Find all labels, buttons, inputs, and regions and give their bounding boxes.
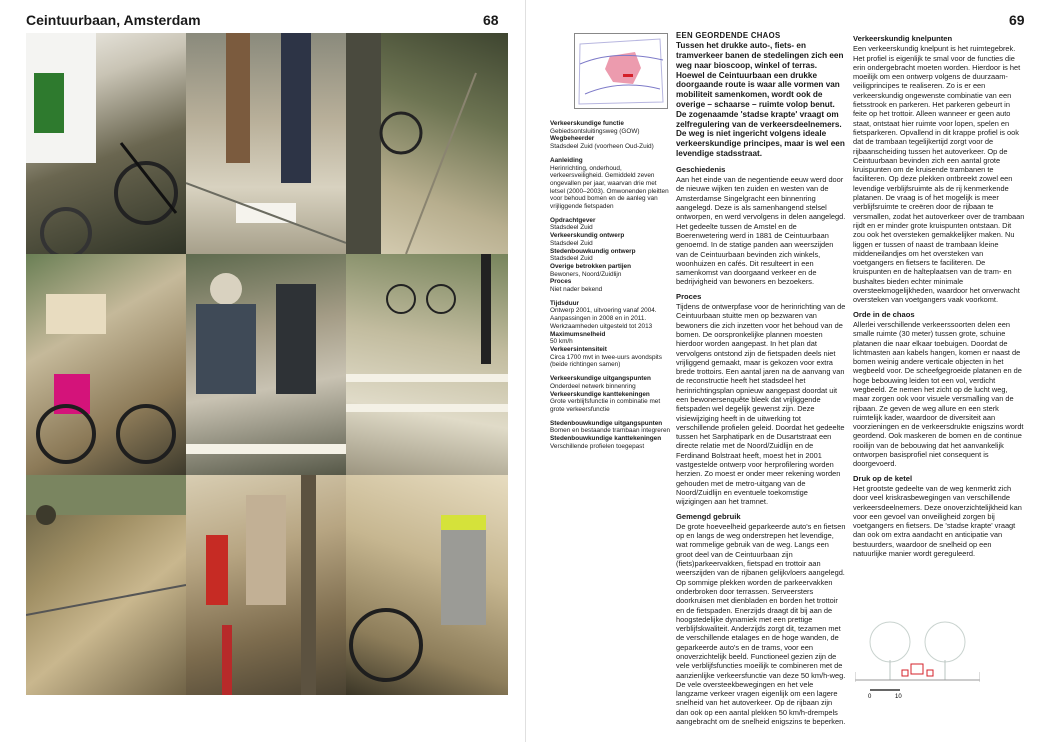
fact-label: Proces — [550, 278, 572, 286]
photo-pedestrians-crossing — [186, 33, 346, 254]
bollard — [481, 254, 491, 364]
tree-crown-right — [925, 622, 965, 662]
fact-label: Maximumsnelheid — [550, 330, 606, 338]
fact-label: Verkeerskundige kanttekeningen — [550, 390, 650, 398]
bicycle-wheel-2 — [42, 209, 90, 254]
section-title-proces: Proces — [676, 291, 702, 301]
fact-text: Herinrichting, onderhoud, verkeersveiligheid. Gemiddeld zeven ongevallen per jaar, waarvan drie met letsel (2000–2003). Omwonenden pleitten voor behoud bomen en de aanleg van vrijliggende fietspaden — [550, 164, 669, 211]
photo-2-illustration — [186, 33, 346, 254]
tree-trunk — [346, 33, 381, 254]
fact-label: Wegbeheerder — [550, 135, 595, 143]
fact-text: Verschillende profielen toegepast — [550, 442, 645, 450]
photo-child-and-father — [186, 475, 346, 695]
bicycle-frame — [121, 143, 176, 213]
page-number-left: 68 — [483, 12, 499, 28]
bicycle-wheel — [116, 163, 176, 223]
photo-bicycle-racks-cafe — [26, 254, 186, 475]
photo-3-illustration — [346, 33, 508, 254]
section-text-gemengd-gebruik: De grote hoeveelheid geparkeerde auto's en fietsen op en langs de weg onderstrepen het levendige, wat rommelige gebruik van de weg. Langs een groot deel van de Ceintuurbaan zijn (fiets)parkeervakken, fietspad en trottoir aan weerszijden van de rijbanen gelijkvloers aangelegd. Op sommige plekken worden de parkeervakken onderbroken door terrassen. Serveersters doorkruisen met dienbladen en borden het trottoir en de fietspaden. Enerzijds draagt dit bij aan de hoogstedelijke dynamiek met een prettige verblijfskwaliteit. Anderzijds zorgt dit, tezamen met de verschillende etalages en de hoge wanden, de geparkeerde auto's en de trams, voor een onoverzichtelijk beeld. Functioneel gezien zijn de vele verblijfsfuncties moeilijk te combineren met de aanzienlijke verkeersfunctie van deze 50 km/h-weg. De vele oversteekbewegingen en het vele langzame verkeer vragen eigenlijk om een lagere snelheid van het autoverkeer. Op de rijbaan zijn dan ook op een aantal plekken 50 km/h-drempels aangebracht om de snelheid enigszins te beperken. — [676, 521, 846, 727]
fact-label: Stedenbouwkundig ontwerp — [550, 247, 636, 255]
fact-label: Tijdsduur — [550, 299, 579, 307]
crosswalk-stripe — [346, 374, 508, 382]
fact-text: Stadsdeel Zuid — [550, 224, 593, 232]
photo-6-illustration — [346, 254, 508, 475]
section-text-orde: Allerlei verschillende verkeerssoorten delen een smalle ruimte (30 meter) tussen grote, schuine platanen die naar elkaar toebuigen. Doordat de lichtmasten aan kabels hangen, komen er naast de bomen weinig andere verticale objecten in het wegbeeld voor. De scheefgegroeide platanen en de hoge bebouwing leiden tot een vol, verdicht wegbeeld. Ze nemen het zicht op de lucht weg, maar zorgen ook voor visuele versmalling van de rijbaan. Ze geven de weg allure en een sterk ruimtelijk kader, waardoor de diversiteit aan voorzieningen en de verkeersdrukte enigszins wordt geordend. Ook maskeren de bomen en de continue rooilijn van de bebouwing dat het aanvankelijk ontworpen basisprofiel niet consequent is doorgevoerd. — [853, 319, 1024, 469]
section-text-geschiedenis: Aan het einde van de negentiende eeuw werd door de nieuwe wijken ten zuiden en westen van de Amsterdamse Singelgracht een binnenring aangelegd. Deze is als samenhangend stelsel ontworpen, en werd vervolgens in delen aangelegd. Het gedeelte tussen de Amstel en de Boerenwetering werd in 1881 de Ceintuurbaan genoemd. In de statige panden aan weerszijden van de Ceintuurbaan bevinden zich winkels, woonhuizen en cafés. Dit resulteert in een samenkomst van doorgaand verkeer en de bedrijvigheid van bewoners en bezoekers. — [676, 175, 846, 287]
fact-text: Bewoners, Noord/Zuidlijn — [550, 270, 622, 278]
street-curb — [26, 585, 186, 615]
fact-label: Opdrachtgever — [550, 216, 596, 224]
facts-sidebar — [550, 120, 672, 456]
car-figure-2 — [927, 670, 933, 676]
fact-text: Stadsdeel Zuid — [550, 255, 593, 263]
photo-elderly-woman-bicycle — [186, 254, 346, 475]
car-figure — [902, 670, 908, 676]
fact-text: 50 km/h — [550, 338, 573, 346]
crosswalk-stripe — [186, 444, 346, 454]
fact-text: Ontwerp 2001, uitvoering vanaf 2004. Aanpassingen in 2008 en in 2011. Werkzaamheden uitgesteld tot 2013 — [550, 307, 657, 330]
cross-section-svg — [855, 612, 980, 700]
fact-text: Stadsdeel Zuid — [550, 239, 593, 247]
section-text-druk: Het grootste gedeelte van de weg kenmerkt zich door veel kriskrasbewegingen van verschillende verkeersdeelnemers. Deze onoverzichtelijkheid kan voor een gevoel van onveiligheid zorgen bij voetgangers en fietsers. De 'stadse krapte' vraagt dan ook om extra aandacht en anticipatie van bestuurders, waardoor de snelheid op een natuurlijke manier wordt gereguleerd. — [853, 483, 1022, 559]
section-title-gemengd-gebruik: Gemengd gebruik — [676, 511, 741, 521]
fact-label: Verkeerskundige functie — [550, 120, 624, 127]
car-sticker — [34, 73, 64, 133]
pedestrian-figure — [281, 33, 311, 183]
woman-coat — [196, 304, 256, 394]
fact-label: Aanleiding — [550, 156, 583, 164]
father-figure — [246, 495, 286, 605]
child-shirt — [206, 535, 228, 605]
article-lead: Tussen het drukke auto-, fiets- en tramverkeer banen de stedelingen zich een weg naar bioscoop, winkel of terras. Hoewel de Ceintuurbaan een drukke doorgaande route is waar alle vormen van mobiliteit samenkomen, wordt ook de overige – schaarse – ruimte volop benut. De zogenaamde 'stadse krapte' vraagt om zelfregulering van de verkeersdeelnemers. De weg is niet ingericht volgens ideale verkeerskundige principes, maar is wel een levendige stadsstraat. — [676, 41, 845, 159]
location-map — [574, 33, 668, 109]
section-text-proces: Tijdens de ontwerpfase voor de herinrichting van de Ceintuurbaan stuitte men op bezwaren van bewoners die zich inzetten voor het behoud van de bomen. De oorspronkelijke plannen moesten hierdoor worden aangepast. In het plan dat vervolgens ontstond zijn de fietspaden deels niet vrijliggend gemaakt, maar is gekozen voor extra brede trottoirs. Een aantal jaren na de aanvang van de reconstructie heeft het stadsdeel het herinrichtingsplan opnieuw aangepast doordat uit een bewonersenquête bleek dat vrijliggende fietspaden wel degelijk gewenst zijn. Deze visiewijziging heeft in de uitwerking tot verschillende profielen geleid. Doordat het gedeelte tussen het Sarphatipark en de Dusartstraat een directe relatie met de Noord/Zuidlijn en de Ferdinand Bolstraat heeft, moest het in 2001 vastgestelde ontwerp voor herprofilering worden herzien. Zo moest er onder meer rekening worden gehouden met de metro-uitgang van de Noord/Zuidlijn en eventuele toekomstige wijzigingen aan het tramnet. — [676, 302, 846, 507]
photo-4-illustration — [26, 254, 186, 475]
article-column-1 — [676, 31, 846, 731]
cafe-furniture — [46, 294, 106, 334]
fact-block — [550, 375, 672, 414]
fact-text: Circa 1700 mvt in twee-uurs avondspits (beide richtingen samen) — [550, 353, 662, 369]
red-bollard — [222, 625, 232, 695]
street-cross-section — [855, 612, 980, 700]
scale-start: 0 — [868, 694, 872, 700]
crosswalk-stripe-2 — [346, 404, 508, 412]
tram-rail — [406, 73, 476, 254]
cyclist-figure — [36, 505, 56, 525]
tree-crown-left — [870, 622, 910, 662]
bicycle-wheel-2 — [118, 406, 174, 462]
photo-1-illustration — [26, 33, 186, 254]
tree-trunk — [301, 475, 316, 695]
fact-text: Onderdeel netwerk binnenring — [550, 382, 636, 390]
fact-block — [550, 157, 672, 211]
photo-cyclist-tree-row — [346, 254, 508, 475]
page-number-right: 69 — [1009, 12, 1025, 28]
map-location-marker — [623, 74, 633, 77]
fact-block — [550, 217, 672, 294]
photo-grid — [26, 33, 508, 695]
photo-7-illustration — [26, 475, 186, 695]
photo-bollard-cyclist — [346, 475, 508, 695]
utility-bollard — [441, 515, 486, 625]
fact-text: Gebiedsontsluitingsweg (GOW) — [550, 127, 640, 135]
fact-text: Grote verblijfsfunctie in combinatie met grote verkeersfunctie — [550, 398, 661, 413]
bicycle-wheel — [381, 113, 421, 153]
fact-label: Stedenbouwkundige uitgangspunten — [550, 419, 663, 427]
photo-5-illustration — [186, 254, 346, 475]
fact-label: Overige betrokken partijen — [550, 262, 631, 270]
article-column-2 — [853, 34, 1025, 563]
photo-8-illustration — [186, 475, 346, 695]
fact-text: Bomen en bestaande trambaan integreren — [550, 427, 671, 435]
fact-label: Verkeerskundige uitgangspunten — [550, 375, 651, 383]
section-title-druk: Druk op de ketel — [853, 473, 913, 483]
photo-9-illustration — [346, 475, 508, 695]
fact-label: Verkeerskundig ontwerp — [550, 232, 625, 240]
tram-rail — [186, 183, 346, 243]
bollard-yellow-band — [441, 515, 486, 530]
section-text-knelpunten: Een verkeerskundig knelpunt is het ruimtegebrek. Het profiel is eigenlijk te smal voor de functies die erin ondergebracht moeten worden. Hierdoor is het moeilijk om een ontwerp volgens de duurzaam-veiligprincipes te realiseren. Zo is er een verkeerskundig ongewenste combinatie van een fietsstrook en parkeren. Het parkeren gebeurt in feite op het trottoir. Alleen wanneer er geen auto staat, ontstaat hier ruimte voor lopen, spelen en fietsparkeren. Opvallend in dit krappe profiel is ook dat de trambaan tegelijkertijd zorgt voor de rijbaanscheiding tussen het autoverkeer. Op de Ceintuurbaan bevinden zich een aantal grote kruispunten om de kruisende trambanen te faciliteren. Op deze plekken ontbreekt zowel een levendige verblijfsruimte als de rij kenmerkende platanen. De vraag is of het mogelijk is meer verblijfsruimte te creëren door de rijbaan te versmallen, zodat het autoverkeer over de trambaan rijdt en er minder grote kruispunten ontstaan. Dit zou ook het oversteken gemakkelijker maken. Nu liggen er tussen of naast de trambaan kleine middeneilandjes om het oversteken van voetgangers en fietsers te faciliteren. De kruispunten en de halteplaatsen van de tram- en bushaltes bieden echter minimale oversteekmogelijkheden, waardoor het onverwacht oversteken van voetgangers vaak voorkomt. — [853, 44, 1025, 305]
bicycle-wheel — [387, 285, 415, 313]
bicycle-wheel — [38, 406, 94, 462]
fact-text: Stadsdeel Zuid (voorheen Oud-Zuid) — [550, 143, 654, 151]
fact-block — [550, 120, 672, 151]
fact-block — [550, 300, 672, 369]
page-title: Ceintuurbaan, Amsterdam — [26, 12, 201, 28]
section-title-knelpunten: Verkeerskundig knelpunten — [853, 34, 953, 43]
fact-label: Verkeersintensiteit — [550, 345, 607, 353]
photo-street-view — [26, 475, 186, 695]
location-map-svg — [575, 34, 667, 108]
tram-figure — [911, 664, 923, 674]
photo-parked-car-bicycles — [26, 33, 186, 254]
fact-text: Niet nader bekend — [550, 286, 603, 294]
article-heading: EEN GEORDENDE CHAOS — [676, 31, 781, 40]
fact-block — [550, 420, 672, 451]
section-title-orde: Orde in de chaos — [853, 309, 915, 319]
woman-head — [210, 273, 242, 305]
section-title-geschiedenis: Geschiedenis — [676, 164, 726, 174]
photo-cyclist-tram-tracks — [346, 33, 508, 254]
pedestrian-figure-2 — [226, 33, 250, 163]
bicycle-wheel-2 — [427, 285, 455, 313]
bag-figure — [276, 284, 316, 394]
bicycle-wheel — [351, 610, 421, 680]
scale-end: 10 — [895, 694, 902, 700]
fact-label: Stedenbouwkundige kanttekeningen — [550, 435, 662, 443]
